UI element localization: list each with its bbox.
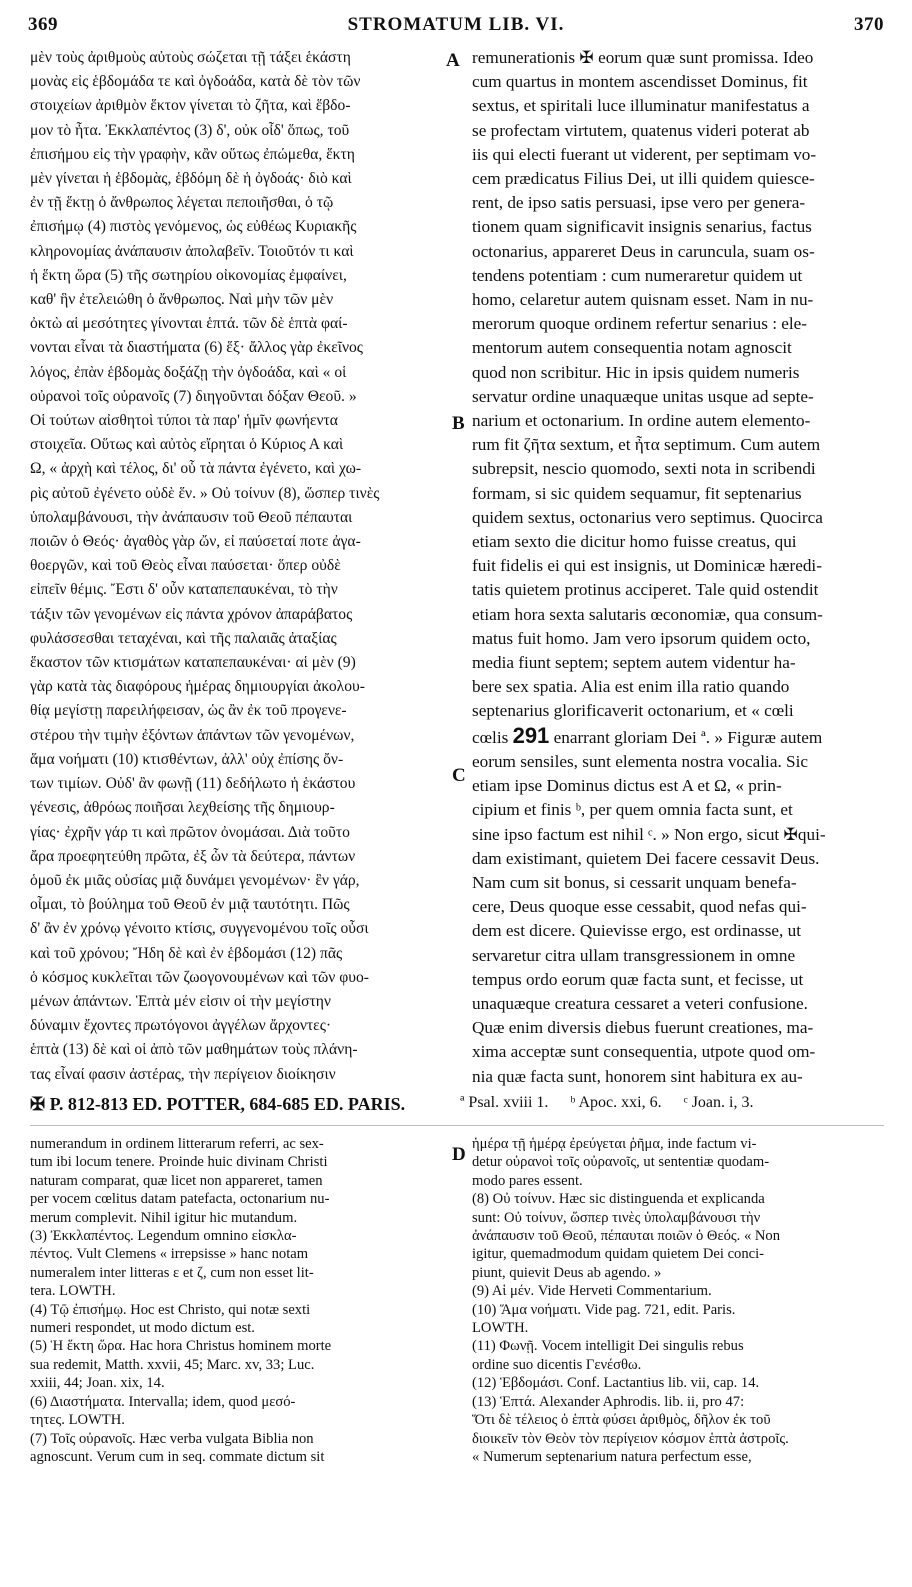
- footnote-line: πέντος. Vult Clemens « irrepsisse » hanc notam: [30, 1246, 309, 1263]
- latin-text-line: etiam hora sexta salutaris œconomiæ, qua consum-: [472, 604, 823, 624]
- greek-text-line: ἐπισήμου εἰς τὴν γραφὴν, κἂν οὕτως ἐπώμεθα, ἕκτη: [30, 145, 355, 163]
- greek-text-line: οἶμαι, τὸ βούλημα τοῦ Θεοῦ ἐν μιᾷ ταυτότητι. Πῶς: [30, 896, 350, 914]
- greek-text-line: γίας· ἐχρῆν γάρ τι καὶ πρῶτον ὀνομάσαι. Διὰ τοῦτο: [30, 823, 350, 841]
- latin-text-line: Quæ enim diversis diebus fuerunt creationes, ma-: [472, 1018, 814, 1038]
- footnote-line: (7) Τοῖς οὐρανοῖς. Hæc verba vulgata Biblia non: [30, 1430, 314, 1447]
- latin-text-line: formam, si sic quidem sequamur, fit septenarius: [472, 483, 802, 503]
- greek-text-line: Οἱ τούτων αἰσθητοὶ τύποι τὰ παρ' ἡμῖν φωνήεντα: [30, 412, 338, 430]
- footnote-line: (13) Ἑπτά. Alexander Aphrodis. lib. ii, pro 47:: [472, 1393, 745, 1410]
- latin-text-line: cem prædicatus Filius Dei, ut illi quidem quiesce-: [472, 169, 815, 189]
- scripture-ref-c: ᶜ Joan. i, 3.: [683, 1094, 754, 1111]
- latin-text-line: nia quæ facta sunt, honorem sint habitura ex au-: [472, 1066, 803, 1086]
- latin-text-line: octonarius, appareret Deus in caruncula, suam os-: [472, 241, 815, 261]
- footnote-line: igitur, quemadmodum quidam quietem Dei conci-: [472, 1246, 765, 1263]
- latin-text-line: servaretur citra ullam transgressionem in omne: [472, 945, 796, 965]
- latin-text-line: Nam cum sit bonus, si cessarit unquam benefa-: [472, 872, 797, 892]
- footnote-line: (12) Ἑβδομάσι. Conf. Lactantius lib. vii, cap. 14.: [472, 1375, 760, 1392]
- latin-text-line: tatis quietem protinus acciperet. Tale quid ostendit: [472, 580, 819, 600]
- greek-text-line: μον τὸ ἦτα. Ἐκκλαπέντος (3) δ', οὐκ οἶδ' ὅπως, τοῦ: [30, 121, 350, 139]
- greek-text-line: στοιχείων ἀριθμὸν ἕκτον γίνεται τὸ ζῆτα, καὶ ἕβδο-: [30, 97, 351, 115]
- footnote-line: (6) Διαστήματα. Intervalla; idem, quod μεσό-: [30, 1393, 296, 1410]
- latin-text-column: [472, 46, 884, 1089]
- running-title: STROMATUM LIB. VI.: [347, 14, 565, 35]
- latin-text-line: cipium et finis ᵇ, per quem omnia facta sunt, et: [472, 800, 793, 820]
- footnote-line: ordine suo dicentis Γενέσθω.: [472, 1356, 642, 1373]
- latin-text-line: media fiunt septem; septem autem videntur ha-: [472, 653, 796, 673]
- footnote-line: sua redemit, Matth. xxvii, 45; Marc. xv, 33; Luc.: [30, 1356, 315, 1373]
- greek-text-line: ὁ κόσμος κυκλεῖται τῶν ζωογονουμένων καὶ τῶν φυο-: [30, 968, 369, 986]
- latin-text-line: xima acceptæ sunt consequentia, utpote quod om-: [472, 1042, 816, 1062]
- greek-text-line: ἄρα προεφητεύθη πρῶτα, ἐξ ὧν τὰ δεύτερα, πάντων: [30, 847, 356, 865]
- latin-text-line: tendens potentiam : cum numeraretur quidem ut: [472, 265, 803, 285]
- greek-text-line: τάξιν τῶν γενομένων εἰς πάντα χρόνον ἀπαράβατος: [30, 605, 353, 623]
- greek-text-line: των τιμίων. Οὐδ' ἂν φωνῇ (11) δεδήλωτο ἡ ἑκάστου: [30, 775, 356, 793]
- scripture-references: [460, 1094, 890, 1112]
- footnote-line: Ὅτι δὲ τέλειος ὁ ἑπτὰ φύσει ἀριθμὸς, δῆλον ἐκ τοῦ: [472, 1412, 771, 1429]
- divider: [30, 1125, 884, 1126]
- greek-text-line: μὲν γίνεται ἡ ἑβδομὰς, ἑβδόμη δὲ ἡ ὀγδοάς· διὸ καὶ: [30, 170, 352, 188]
- latin-text-line: se profectam virtutem, quatenus videri poterat ab: [472, 120, 810, 140]
- latin-text-line: merorum quoque ordinem refertur senarius : ele-: [472, 314, 808, 334]
- greek-text-line: θίᾳ μεγίστῃ παρειλήφεισαν, ὡς ἂν ἐκ τοῦ προγενε-: [30, 702, 347, 720]
- notes-right-column: [472, 1135, 884, 1466]
- greek-text-line: ὁμοῦ ἐκ μιᾶς οὐσίας μιᾷ δυνάμει γενομένων· ἓν γάρ,: [30, 871, 360, 889]
- greek-text-line: γὰρ κατὰ τὰς διαφόρους ἡμέρας δημιουργίαι ἀκολου-: [30, 678, 365, 696]
- latin-text-line: tionem quam significavit insignis senarius, factus: [472, 217, 812, 237]
- scripture-ref-b: ᵇ Apoc. xxi, 6.: [570, 1094, 662, 1111]
- footnote-line: detur οὐρανοὶ τοῖς οὐρανοῖς, ut sententiæ quodam-: [472, 1154, 770, 1171]
- footnote-line: (3) Ἐκκλαπέντος. Legendum omnino εἰσκλα-: [30, 1228, 297, 1245]
- greek-text-line: δύναμιν ἔχοντες πρωτόγονοι ἀγγέλων ἄρχοντες·: [30, 1017, 332, 1035]
- page-number-left: 369: [28, 14, 58, 35]
- footnote-line: (4) Τῷ ἐπισήμῳ. Hoc est Christo, qui notæ sexti: [30, 1301, 311, 1318]
- footnote-line: naturam comparat, quæ licet non appareret, tamen: [30, 1172, 323, 1189]
- greek-text-line: δ' ἂν ἐν χρόνῳ γένοιτο κτίσις, συγγενομένου τοῖς οὖσι: [30, 920, 369, 938]
- latin-text-line: tempus ordo eorum quæ facta sunt, et fecisse, ut: [472, 969, 804, 989]
- latin-text-line: dam existimant, quietem Dei facere cessavit Deus.: [472, 848, 820, 868]
- greek-text-line: Ω, « ἀρχὴ καὶ τέλος, δι' οὗ τὰ πάντα ἐγένετο, καὶ χω-: [30, 460, 362, 478]
- footnote-line: modo pares essent.: [472, 1172, 583, 1189]
- greek-text-line: οὐρανοὶ τοῖς οὐρανοῖς (7) διηγοῦνται δόξαν Θεοῦ. »: [30, 387, 357, 405]
- latin-text-line: cœlis 291 enarrant gloriam Dei ª. » Figuræ autem: [472, 723, 823, 748]
- footnote-line: per vocem cœlitus datam patefacta, octonarium nu-: [30, 1191, 330, 1208]
- latin-text-line: quod non scribitur. Hic in ipsis quidem numeris: [472, 362, 800, 382]
- latin-text-line: eorum sensiles, sunt elementa nostra vocalia. Sic: [472, 751, 809, 771]
- latin-text-line: cum quartus in montem ascendisset Dominus, fit: [472, 72, 808, 92]
- footnote-line: (5) Ἡ ἕκτη ὥρα. Hac hora Christus hominem morte: [30, 1338, 332, 1355]
- footnote-line: (11) Φωνῇ. Vocem intelligit Dei singulis rebus: [472, 1338, 744, 1355]
- greek-text-line: ἕκαστον τῶν κτισμάτων καταπεπαυκέναι· αἱ μὲν (9): [30, 654, 356, 672]
- latin-text-line: sine ipso factum est nihil ᶜ. » Non ergo, sicut ✠qui-: [472, 824, 826, 844]
- footnote-line: ἀνάπαυσιν τοῦ Θεοῦ, πέπαυται ποιῶν ὁ Θεός. « Non: [472, 1228, 781, 1245]
- greek-text-line: θοεργῶν, καὶ τοῦ Θεὸς εἶναι παύσεται· ὅπερ οὐδὲ: [30, 557, 341, 575]
- greek-text-line: κληρονομίας ἀνάπαυσιν ἀπολαβεῖν. Τοιοῦτόν τι καὶ: [30, 242, 354, 260]
- latin-text-line: septenarius glorificaverit octonarium, et « cœli: [472, 701, 794, 721]
- latin-text-line: sextus, et spiritali luce illuminatur manifestatus a: [472, 96, 810, 116]
- page-header: [28, 14, 884, 40]
- latin-text-line: iis qui electi fuerant ut viderent, per septimam vo-: [472, 144, 817, 164]
- footnote-line: agnoscunt. Verum cum in seq. commate dictum sit: [30, 1448, 325, 1465]
- margin-marker-b: B: [452, 413, 465, 434]
- latin-text-line: bere sex spatia. Alia est enim illa ratio quando: [472, 677, 790, 697]
- scripture-ref-a: ª Psal. xviii 1.: [460, 1094, 549, 1111]
- greek-text-line: γένεσις, ἀθρόως ποιῆσαι λεχθείσης τῆς δημιουρ-: [30, 799, 335, 817]
- greek-text-line: λόγος, ἐπὰν ἑβδομὰς δοξάζῃ τὴν ὀγδοάδα, καὶ « οἱ: [30, 363, 347, 381]
- greek-text-line: ἐν τῇ ἕκτῃ ὁ ἄνθρωπος λέγεται πεποιῆσθαι, ὁ τῷ: [30, 194, 334, 212]
- latin-text-line: dem est dicere. Quievisse ergo, est ordinasse, ut: [472, 921, 802, 941]
- greek-text-line: τας εἶναί φασιν ἀστέρας, τὴν περίγειον διοίκησιν: [30, 1065, 336, 1083]
- greek-text-line: ρὶς αὐτοῦ ἐγένετο οὐδὲ ἕν. » Οὐ τοίνυν (8), ὥσπερ τινὲς: [30, 484, 380, 502]
- greek-text-line: στοιχεῖα. Οὕτως καὶ αὐτὸς εἴρηται ὁ Κύριος Α καὶ: [30, 436, 344, 454]
- greek-text-line: μὲν τοὺς ἀριθμοὺς αὐτοὺς σώζεται τῇ τάξει ἑκάστη: [30, 49, 351, 66]
- latin-text-line: servatur ordine unaquæque unitas usque ad septe-: [472, 386, 814, 406]
- notes-left-column: [30, 1135, 448, 1466]
- greek-text-line: μένων ἁπάντων. Ἑπτὰ μέν εἰσιν οἱ τὴν μεγίστην: [30, 992, 331, 1010]
- latin-text-line: narium et octonarium. In ordine autem elemento-: [472, 411, 811, 431]
- footnote-line: « Numerum septenarium natura perfectum esse,: [472, 1448, 752, 1465]
- footnote-line: ἡμέρα τῇ ἡμέρᾳ ἐρεύγεται ῥῆμα, inde factum vi-: [472, 1136, 757, 1152]
- latin-text-line: homo, celaretur autem quisnam esset. Nam in nu-: [472, 290, 814, 310]
- footnote-line: sunt: Οὐ τοίνυν, ὥσπερ τινὲς ὑπολαμβάνουσι τὴν: [472, 1209, 761, 1226]
- greek-text-line: καθ' ἣν ἐτελειώθη ὁ ἄνθρωπος. Ναὶ μὴν τῶν μὲν: [30, 291, 334, 309]
- greek-text-line: στέρου τὴν τιμὴν ἐξόντων ἁπάντων τῶν γενομένων,: [30, 726, 355, 744]
- greek-text-line: ἑπτὰ (13) δὲ καὶ οἱ ἀπὸ τῶν μαθημάτων τοὺς πλάνη-: [30, 1041, 358, 1059]
- footnote-line: (9) Αἱ μέν. Vide Herveti Commentarium.: [472, 1283, 712, 1300]
- latin-text-line: rent, de ipso satis persuasi, ipse vero per genera-: [472, 193, 806, 213]
- footnote-line: (10) Ἅμα νοήματι. Vide pag. 721, edit. Paris.: [472, 1301, 736, 1318]
- footnote-line: numeri respondet, ut modo dictum est.: [30, 1320, 255, 1337]
- edition-reference-line: ✠ P. 812-813 ED. POTTER, 684-685 ED. PARIS.: [30, 1094, 406, 1114]
- footnote-line: numeralem inter litteras ε et ζ, cum non esset lit-: [30, 1264, 314, 1281]
- greek-text-line: ὑπολαμβάνουσι, τὴν ἀνάπαυσιν τοῦ Θεοῦ πέπαυται: [30, 508, 353, 526]
- footnote-line: numerandum in ordinem litterarum referri, ac sex-: [30, 1136, 324, 1152]
- greek-text-line: νονται εἶναι τὰ διαστήματα (6) ἕξ· ἄλλος γὰρ ἐκεῖνος: [30, 339, 363, 357]
- footnote-line: piunt, quievit Deus ab agendo. »: [472, 1264, 662, 1281]
- latin-text-line: quidem sextus, octonarius vero septimus. Quocirca: [472, 507, 823, 527]
- footnote-line: merum complevit. Nihil igitur hic mutandum.: [30, 1209, 298, 1226]
- footnote-line: (8) Οὐ τοίνυν. Hæc sic distinguenda et explicanda: [472, 1191, 765, 1208]
- latin-text-line: mentorum autem consequentia notam agnoscit: [472, 338, 792, 358]
- greek-text-line: ἅμα νοήματι (10) κτισθέντων, ἀλλ' οὐχ ἐπίσης ὄν-: [30, 750, 344, 768]
- greek-text-line: εἰπεῖν θέμις. Ἔστι δ' οὖν καταπεπαυκέναι, τὸ τὴν: [30, 581, 338, 599]
- footnote-line: tum ibi locum tenere. Proinde huic divinam Christi: [30, 1154, 328, 1171]
- latin-text-line: cere, Deus quoque esse cessabit, quod nefas qui-: [472, 897, 807, 917]
- margin-marker-a: A: [446, 50, 460, 71]
- footnote-line: LOWTH.: [472, 1320, 529, 1337]
- latin-text-line: rum fit ζῆτα sextum, et ἦτα septimum. Cum autem: [472, 435, 821, 455]
- latin-text-line: unaquæque creatura cessaret a veteri confusione.: [472, 993, 808, 1013]
- latin-text-line: remunerationis ✠ eorum quæ sunt promissa. Ideo: [472, 48, 814, 67]
- latin-text-line: etiam sexto die dicitur homo fuisse creatus, qui: [472, 532, 797, 552]
- footnote-line: τητες. LOWTH.: [30, 1412, 125, 1429]
- greek-text-line: ὀκτὼ αἱ μεσότητες γίνονται ἑπτά. τῶν δὲ ἑπτὰ φαί-: [30, 315, 348, 333]
- footnote-line: tera. LOWTH.: [30, 1283, 116, 1300]
- column-number: 291: [512, 723, 550, 748]
- greek-text-line: ἐπισήμῳ (4) πιστὸς γενόμενος, ὡς εὐθέως Κυριακῆς: [30, 218, 357, 236]
- greek-text-column: [30, 46, 448, 1087]
- greek-text-line: φυλάσσεσθαι τεταχέναι, καὶ τῆς παλαιᾶς ἀταξίας: [30, 629, 337, 647]
- latin-text-line: fuit fidelis ei qui est insignis, ut Dominicæ hæredi-: [472, 556, 822, 576]
- latin-text-line: etiam ipse Dominus dictus est A et Ω, « prin-: [472, 776, 782, 796]
- greek-text-line: ἡ ἕκτη ὥρα (5) τῆς σωτηρίου οἰκονομίας ἐμφαίνει,: [30, 266, 347, 284]
- margin-marker-c: C: [452, 765, 466, 786]
- margin-marker-d: D: [452, 1144, 466, 1165]
- greek-text-line: καὶ τοῦ χρόνου; Ἤδη δὲ καὶ ἐν ἑβδομάσι (12) πᾶς: [30, 944, 343, 962]
- greek-text-line: ποιῶν ὁ Θεός· ἀγαθὸς γὰρ ὤν, εἰ παύσεταί ποτε ἀγα-: [30, 533, 361, 551]
- greek-text-line: μονὰς εἰς ἑβδομάδα τε καὶ ὀγδοάδα, κατὰ δὲ τὸν τῶν: [30, 73, 361, 91]
- latin-text-line: matus fuit homo. Jam vero ipsorum quidem octo,: [472, 628, 811, 648]
- footnote-line: xxiii, 44; Joan. xix, 14.: [30, 1375, 165, 1392]
- footnote-line: διοικεῖν τὸν Θεὸν τὸν περίγειον κόσμον ἑπτὰ ἀστροῖς.: [472, 1430, 789, 1447]
- latin-text-line: subrepsit, nescio quomodo, sexti nota in scribendi: [472, 459, 816, 479]
- page-number-right: 370: [854, 14, 884, 35]
